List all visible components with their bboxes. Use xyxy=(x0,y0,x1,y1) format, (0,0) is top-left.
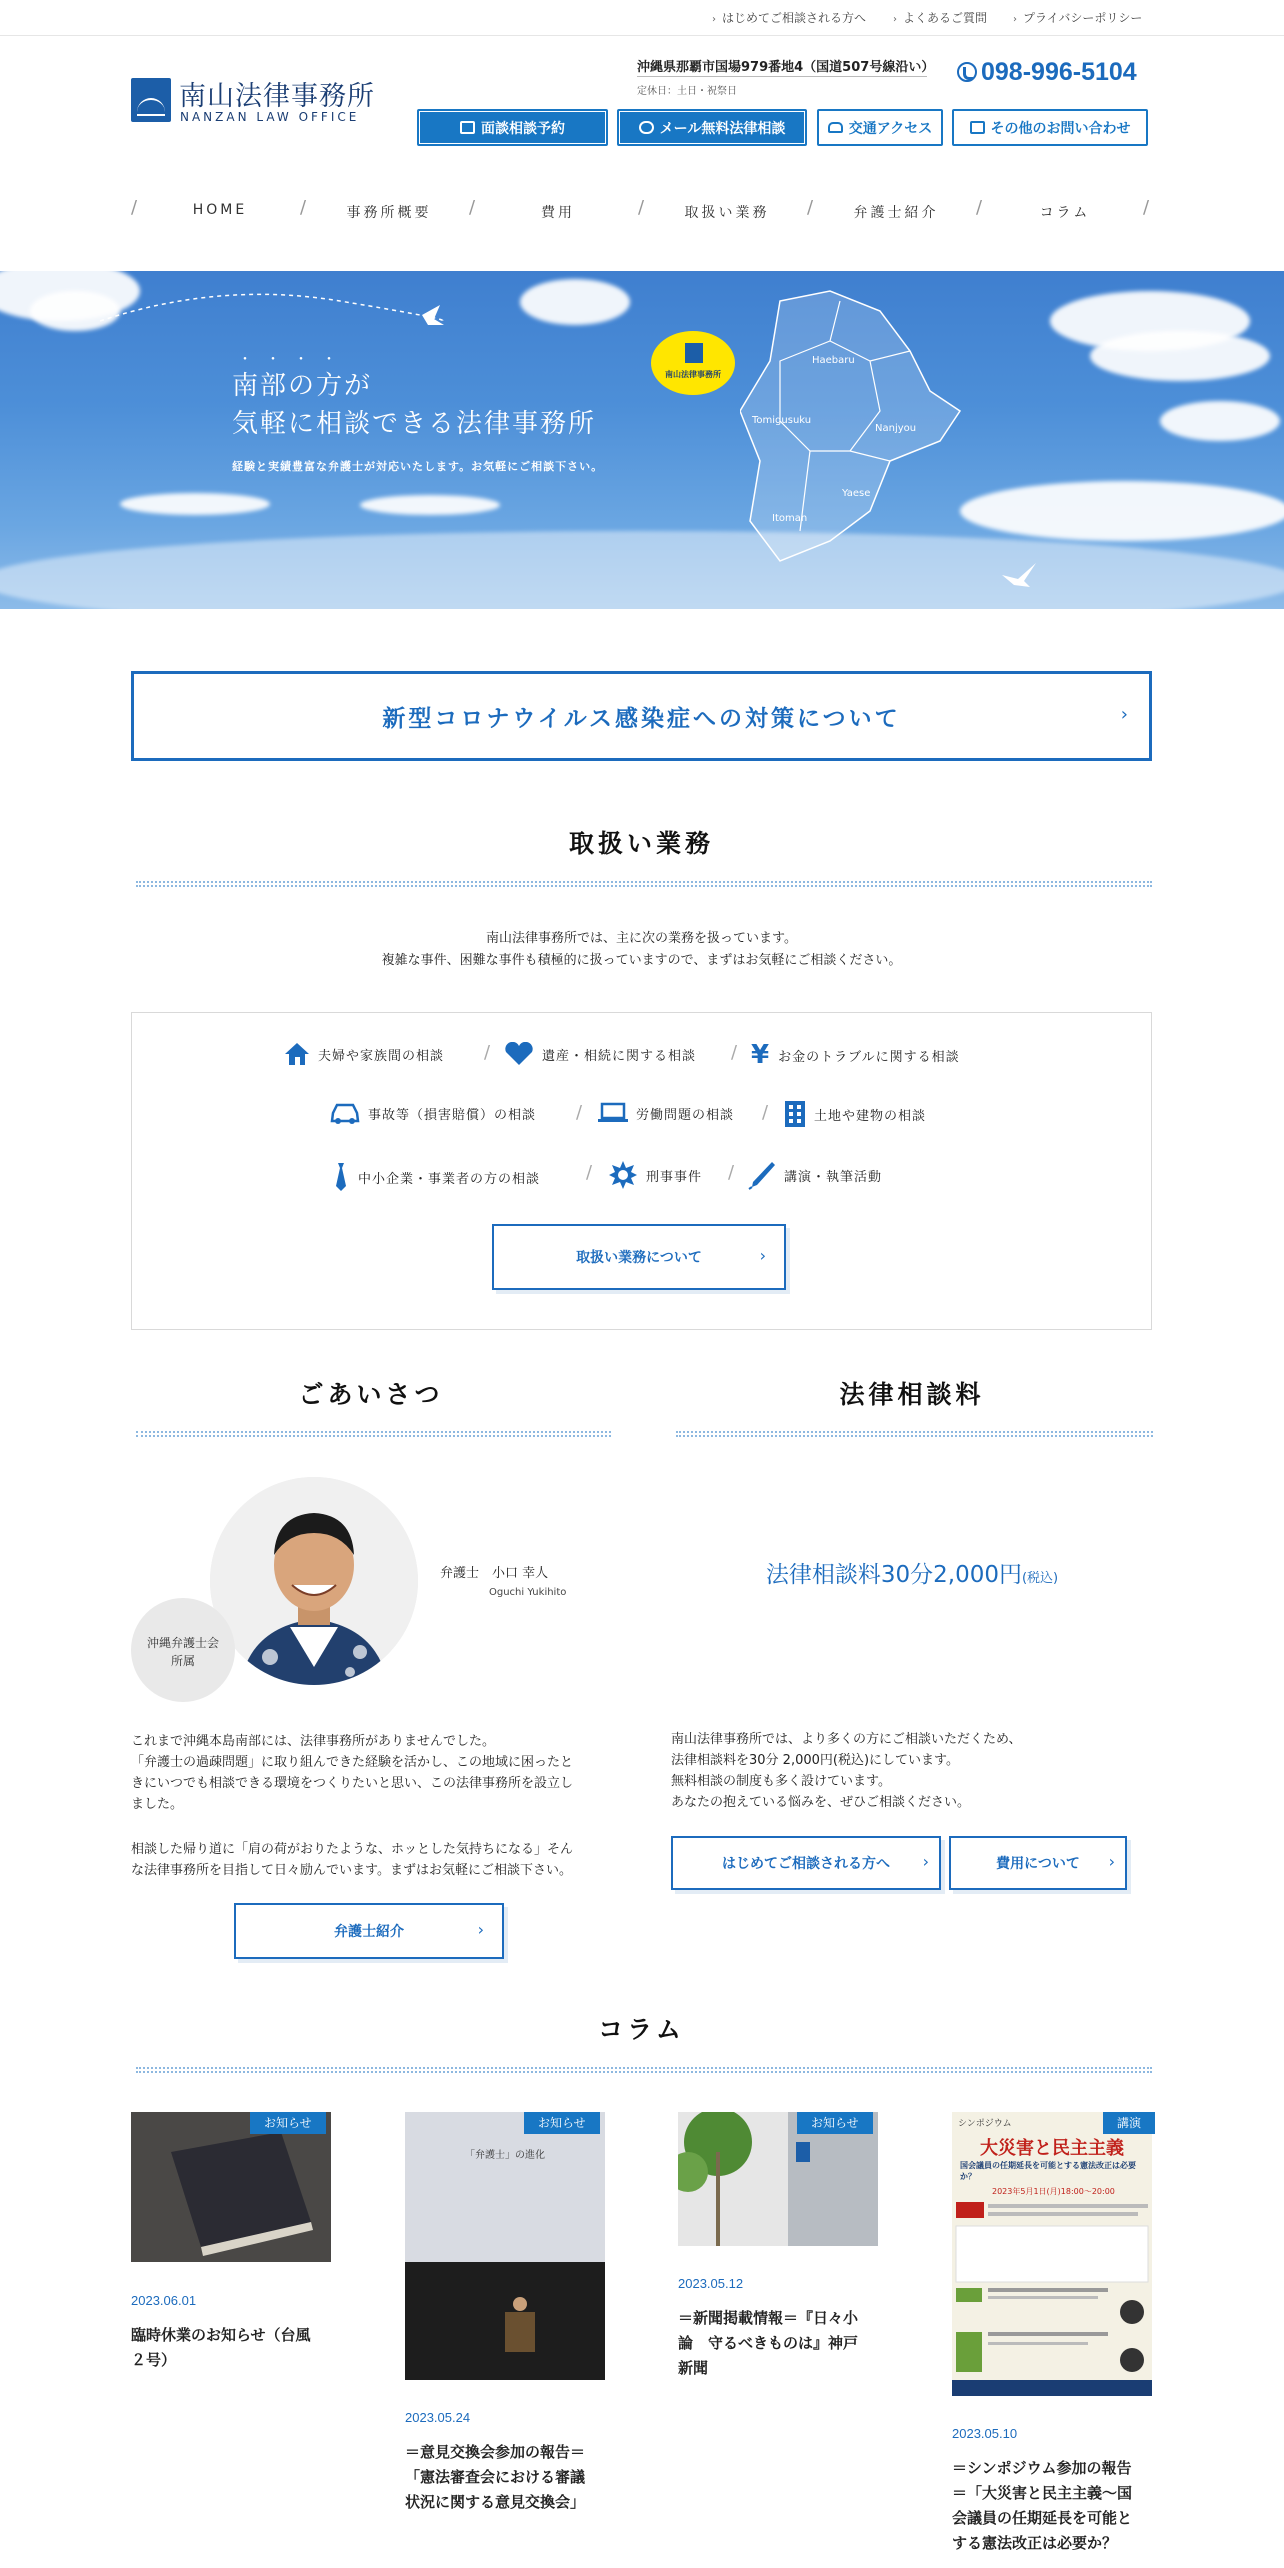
services-intro-2: 複雑な事件、困難な事件も積極的に扱っていますので、まずはお気軽にご相談ください。 xyxy=(381,953,902,968)
service-accident[interactable]: 事故等（損害賠償）の相談 xyxy=(330,1102,536,1124)
nav-separator: / xyxy=(131,197,138,218)
badge-icon xyxy=(608,1160,638,1190)
car-icon xyxy=(828,122,843,133)
services-intro-1: 南山法律事務所では、主に次の業務を扱っています。 xyxy=(486,931,797,946)
nav-services[interactable]: 取扱い業務 xyxy=(684,205,770,221)
first-time-button[interactable]: はじめてご相談される方へ › xyxy=(671,1836,941,1890)
consult-fee: 法律相談料30分2,000円(税込) xyxy=(765,1562,1059,1588)
office-map-pin: 南山法律事務所 xyxy=(651,331,735,395)
chat-icon xyxy=(639,121,654,134)
card-title: ＝シンポジウム参加の報告 ＝「大災害と民主主義～国 会議員の任期延長を可能と する憲法改正は必要か？ xyxy=(952,2459,1133,2552)
services-heading: 取扱い業務 xyxy=(568,829,714,858)
map-label: Nanjyou xyxy=(875,423,917,434)
nav-column[interactable]: コラム xyxy=(1039,205,1091,221)
card-thumbnail xyxy=(405,2112,605,2380)
reserve-button[interactable]: 面談相談予約 xyxy=(417,109,608,146)
heart-icon xyxy=(504,1042,534,1066)
logo-text-jp: 南山法律事務所 xyxy=(179,81,375,112)
chevron-right-icon: › xyxy=(712,14,716,25)
logo-mark-icon xyxy=(685,343,703,363)
pen-icon xyxy=(748,1160,776,1190)
card-title: ＝意見交換会参加の報告＝ 「憲法審査会における審議 状況に関する意見交換会」 xyxy=(405,2443,586,2511)
nav-separator: / xyxy=(976,197,983,218)
util-link-first-time[interactable]: › はじめてご相談される方へ xyxy=(712,11,867,25)
poster-body xyxy=(952,2202,1152,2396)
service-lecture[interactable]: 講演・執筆活動 xyxy=(748,1160,882,1190)
phone-icon xyxy=(957,62,977,82)
nav-separator: / xyxy=(1143,197,1150,218)
card-title: ＝新聞掲載情報＝『日々小 論 守るべきものは』神戸 新聞 xyxy=(678,2309,859,2377)
global-nav xyxy=(131,190,1151,226)
fees-button[interactable]: 費用について › xyxy=(949,1836,1127,1890)
map-label: Itoman xyxy=(772,513,808,524)
nav-fees[interactable]: 費用 xyxy=(541,205,575,221)
cloud xyxy=(1160,401,1280,441)
nav-lawyer[interactable]: 弁護士紹介 xyxy=(853,205,939,221)
heading-divider xyxy=(136,1431,611,1437)
heading-divider xyxy=(136,881,1152,887)
access-button[interactable]: 交通アクセス xyxy=(817,109,943,146)
nav-separator: / xyxy=(638,197,645,218)
service-separator: / xyxy=(586,1162,593,1183)
building-icon xyxy=(784,1100,806,1128)
services-more-button[interactable]: 取扱い業務について › xyxy=(492,1224,786,1290)
contact-button[interactable]: その他のお問い合わせ xyxy=(952,109,1148,146)
service-labor[interactable]: 労働問題の相談 xyxy=(598,1102,734,1124)
bar-association-badge: 沖縄弁護士会 所属 xyxy=(131,1598,235,1702)
lawyer-name: 弁護士 小口 幸人 xyxy=(440,1566,549,1581)
house-icon xyxy=(284,1042,310,1066)
site-logo[interactable] xyxy=(131,74,381,134)
southern-okinawa-map xyxy=(740,281,1010,601)
logo-text-en: NANZAN LAW OFFICE xyxy=(180,110,360,124)
card-category-badge: お知らせ xyxy=(524,2112,600,2134)
chevron-right-icon: › xyxy=(1108,1852,1115,1871)
chevron-right-icon: › xyxy=(1013,14,1017,25)
chevron-right-icon: › xyxy=(893,14,897,25)
cloud xyxy=(1090,331,1270,381)
lawyer-name-romaji: Oguchi Yukihito xyxy=(489,1587,567,1598)
poster-kicker: シンポジウム xyxy=(958,2119,1012,2129)
poster-headline: 大災害と民主主義 xyxy=(980,2138,1124,2159)
greeting-heading: ごあいさつ xyxy=(298,1380,444,1409)
nav-separator: / xyxy=(300,197,307,218)
flight-path-icon xyxy=(100,281,460,341)
cloud xyxy=(360,495,500,515)
nav-separator: / xyxy=(469,197,476,218)
svg-text:「弁護士」の進化: 「弁護士」の進化 xyxy=(465,2150,545,2161)
poster-date: 2023年5月1日(月)18:00〜20:00 xyxy=(992,2187,1115,2196)
heading-divider xyxy=(676,1431,1153,1437)
tie-icon xyxy=(332,1162,350,1192)
phone-number[interactable]: 098-996-5104 xyxy=(957,58,1137,87)
card-date: 2023.05.12 xyxy=(678,2276,744,2291)
map-label: Haebaru xyxy=(812,355,855,366)
covid-notice-button[interactable]: 新型コロナウイルス感染症への対策について › xyxy=(131,671,1152,761)
chevron-right-icon: › xyxy=(477,1920,484,1939)
lawyer-photo xyxy=(210,1477,418,1685)
address-divider xyxy=(637,76,927,77)
card-category-badge: 講演 xyxy=(1103,2112,1155,2134)
chevron-right-icon: › xyxy=(1120,704,1131,725)
nav-separator: / xyxy=(807,197,814,218)
chevron-right-icon: › xyxy=(759,1246,766,1265)
service-separator: / xyxy=(576,1102,583,1123)
calendar-icon xyxy=(460,121,475,134)
service-money[interactable]: ¥ お金のトラブルに関する相談 xyxy=(751,1040,960,1070)
cloud xyxy=(120,493,270,515)
card-category-badge: お知らせ xyxy=(797,2112,873,2134)
service-family[interactable]: 夫婦や家族間の相談 xyxy=(284,1042,444,1066)
util-link-privacy[interactable]: › プライバシーポリシー xyxy=(1013,11,1143,25)
service-separator: / xyxy=(728,1162,735,1183)
service-criminal[interactable]: 刑事事件 xyxy=(608,1160,702,1190)
heading-divider xyxy=(136,2067,1152,2073)
office-hours: 定休日：土日・祝祭日 xyxy=(637,86,737,97)
conference-photo xyxy=(405,2112,605,2380)
hero-subtitle: 経験と実績豊富な弁護士が対応いたします。お気軽にご相談下さい。 xyxy=(232,460,604,473)
yen-icon: ¥ xyxy=(751,1040,771,1070)
lawyer-portrait-illustration xyxy=(210,1477,418,1685)
mail-consult-button[interactable]: メール無料法律相談 xyxy=(617,109,807,146)
card-date: 2023.06.01 xyxy=(131,2293,197,2308)
hero-title-line2: 気軽に相談できる法律事務所 xyxy=(232,409,597,439)
card-category-badge: お知らせ xyxy=(250,2112,326,2134)
nav-home[interactable]: HOME xyxy=(192,202,248,218)
cloud xyxy=(0,531,1284,609)
card-date: 2023.05.24 xyxy=(405,2410,471,2425)
hero-title-line1: 南部の方が xyxy=(232,371,373,401)
bird-icon xyxy=(1000,561,1040,591)
consult-heading: 法律相談料 xyxy=(839,1380,985,1409)
logo-mark-icon xyxy=(131,78,171,122)
poster-subtitle: 国会議員の任期延長を可能とする憲法改正は必要か？ xyxy=(960,2161,1136,2181)
mail-icon xyxy=(970,121,985,134)
cloud xyxy=(520,279,630,325)
utility-bar xyxy=(0,0,1284,36)
service-inheritance[interactable]: 遺産・相続に関する相談 xyxy=(504,1042,696,1066)
service-separator: / xyxy=(484,1042,491,1063)
service-business[interactable]: 中小企業・事業者の方の相談 xyxy=(332,1162,540,1192)
card-date: 2023.05.10 xyxy=(952,2426,1018,2441)
car-icon xyxy=(330,1102,360,1124)
util-link-faq[interactable]: › よくあるご質問 xyxy=(893,11,988,25)
service-separator: / xyxy=(762,1102,769,1123)
nav-about[interactable]: 事務所概要 xyxy=(346,205,432,221)
card-title: 臨時休業のお知らせ（台風 ２号） xyxy=(131,2326,311,2369)
hero-banner xyxy=(0,271,1284,609)
chevron-right-icon: › xyxy=(922,1852,929,1871)
column-heading: コラム xyxy=(598,2015,685,2044)
office-address: 沖縄県那覇市国場979番地4（国道507号線沿い） xyxy=(637,60,935,75)
map-label: Tomigusuku xyxy=(752,415,812,426)
map-label: Yaese xyxy=(842,488,871,499)
service-separator: / xyxy=(731,1042,738,1063)
service-realestate[interactable]: 土地や建物の相談 xyxy=(784,1100,926,1128)
hero-dots: ・・・・ xyxy=(238,352,350,368)
book-photo xyxy=(131,2112,331,2262)
card-thumbnail xyxy=(131,2112,331,2262)
laptop-icon xyxy=(598,1102,628,1124)
lawyer-profile-button[interactable]: 弁護士紹介 › xyxy=(234,1903,504,1959)
card-thumbnail xyxy=(952,2112,1152,2396)
